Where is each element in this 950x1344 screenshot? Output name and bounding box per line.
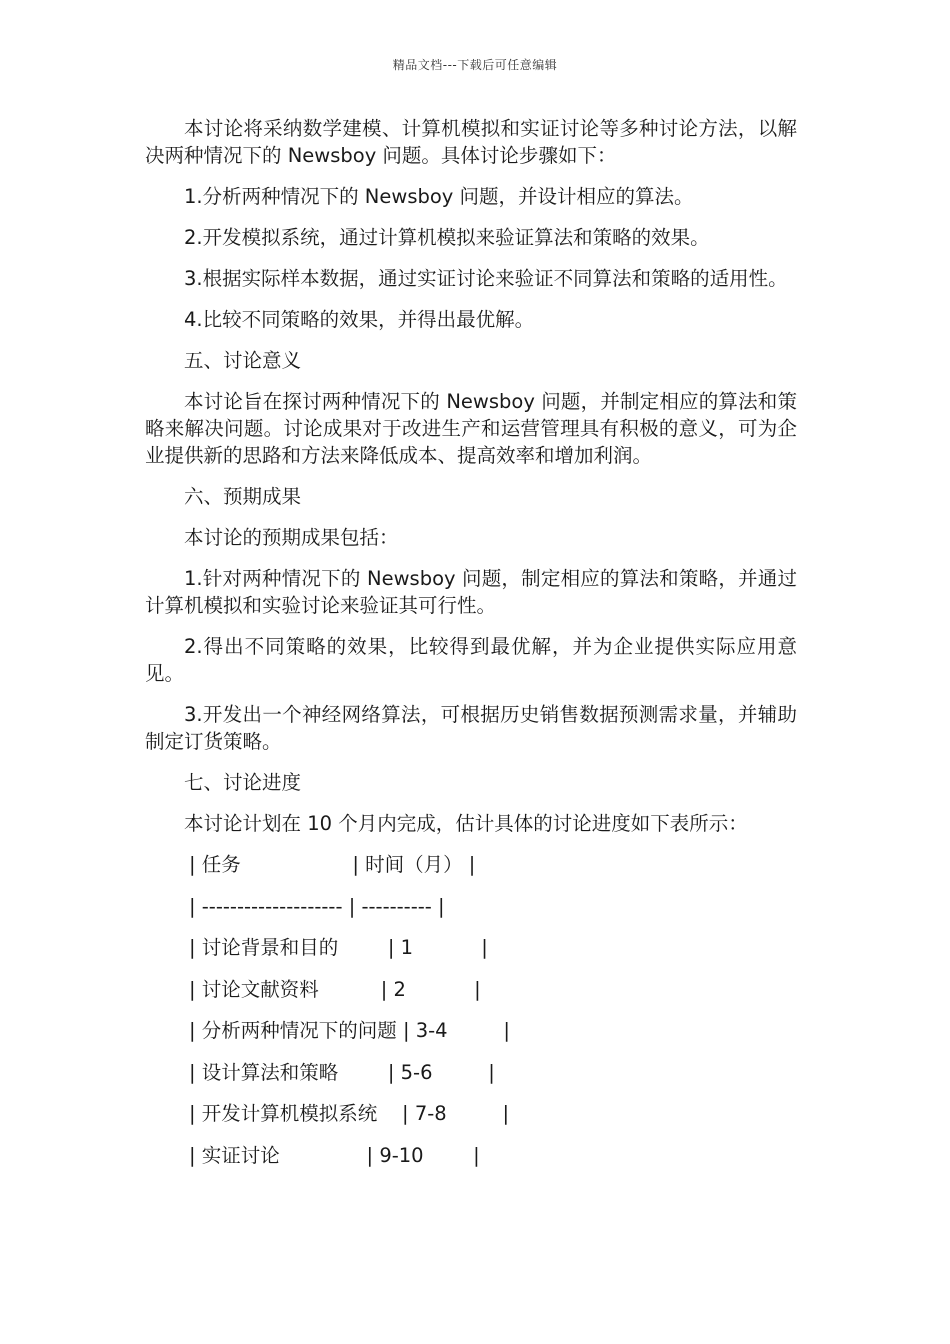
step-1-paragraph: 1.分析两种情况下的 Newsboy 问题，并设计相应的算法。 <box>184 185 694 208</box>
step-3-paragraph: 3.根据实际样本数据，通过实证讨论来验证不同算法和策略的适用性。 <box>184 267 788 290</box>
outcome-3-paragraph: 3.开发出一个神经网络算法，可根据历史销售数据预测需求量，并辅助制定订货策略。 <box>145 703 797 753</box>
section-7-heading: 七、讨论进度 <box>184 771 302 794</box>
schedule-table-row: | 讨论文献资料 | 2 | <box>189 977 481 1001</box>
step-2-paragraph: 2.开发模拟系统，通过计算机模拟来验证算法和策略的效果。 <box>184 226 710 249</box>
outcome-2-paragraph: 2.得出不同策略的效果，比较得到最优解，并为企业提供实际应用意见。 <box>145 635 797 685</box>
schedule-table-divider-row: | -------------------- | ---------- | <box>189 894 445 918</box>
step-4-paragraph: 4.比较不同策略的效果，并得出最优解。 <box>184 308 535 331</box>
page-header-watermark: 精品文档---下载后可任意编辑 <box>392 58 558 72</box>
schedule-table-row: | 讨论背景和目的 | 1 | <box>189 936 488 959</box>
outcome-1-paragraph: 1.针对两种情况下的 Newsboy 问题，制定相应的算法和策略，并通过计算机模拟和实验讨论来验证其可行性。 <box>145 567 797 617</box>
schedule-table-row: | 实证讨论 | 9-10 | <box>189 1143 480 1167</box>
schedule-table-row: | 开发计算机模拟系统 | 7-8 | <box>189 1102 510 1125</box>
section-5-heading: 五、讨论意义 <box>184 349 302 372</box>
schedule-table-row: | 分析两种情况下的问题 | 3-4 | <box>189 1019 510 1042</box>
schedule-table-row: | 设计算法和策略 | 5-6 | <box>189 1060 495 1084</box>
section-6-heading: 六、预期成果 <box>184 485 302 508</box>
document-body <box>145 115 797 1183</box>
method-intro-paragraph: 本讨论将采纳数学建模、计算机模拟和实证讨论等多种讨论方法，以解决两种情况下的 Newsboy 问题。具体讨论步骤如下： <box>145 117 797 167</box>
outcomes-intro-paragraph: 本讨论的预期成果包括： <box>184 526 399 549</box>
schedule-intro-paragraph: 本讨论计划在 10 个月内完成，估计具体的讨论进度如下表所示： <box>184 812 748 835</box>
significance-paragraph: 本讨论旨在探讨两种情况下的 Newsboy 问题，并制定相应的算法和策略来解决问题。讨论成果对于改进生产和运营管理具有积极的意义，可为企业提供新的思路和方法来降低成本、提高效率和增加利润。 <box>145 390 797 467</box>
schedule-table-header-row: | 任务 | 时间（月） | <box>189 853 476 876</box>
